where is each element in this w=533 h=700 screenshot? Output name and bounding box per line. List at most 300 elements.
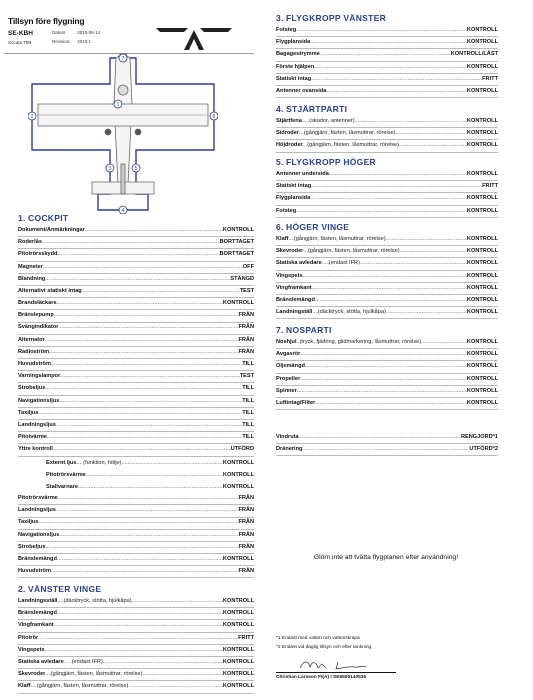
leader-dots bbox=[38, 408, 242, 419]
item-value: KONTROLL bbox=[466, 363, 498, 370]
item-note: (gångjärn, fästen, låsmuttrar, rörelse) bbox=[36, 683, 129, 690]
item-value: KONTROLL bbox=[222, 646, 254, 653]
leader-dots bbox=[82, 286, 240, 297]
item-value: KONTROLL bbox=[466, 399, 498, 406]
document-title: Tillsyn före flygning bbox=[8, 16, 85, 26]
leader-dots bbox=[399, 140, 467, 151]
item-label: Taxiljus bbox=[18, 519, 39, 526]
leader-dots bbox=[45, 645, 223, 656]
item-label: Vingspets bbox=[18, 646, 45, 653]
leader-dots bbox=[56, 505, 239, 516]
leader-dots bbox=[60, 371, 239, 382]
checklist-row bbox=[18, 347, 254, 359]
section-number: 5. bbox=[276, 157, 284, 167]
item-value: KONTROLL bbox=[466, 260, 498, 267]
item-label: Klaff bbox=[276, 235, 289, 242]
item-note: (endast IFR) bbox=[328, 260, 360, 267]
section-tail bbox=[276, 103, 498, 153]
item-value: FRÅN bbox=[238, 531, 254, 538]
checklist-row bbox=[18, 681, 254, 693]
item-label: Radioström bbox=[18, 348, 50, 355]
marker-5-label: 5 bbox=[134, 166, 138, 172]
leader-dots bbox=[312, 283, 467, 294]
item-label: Fotsteg bbox=[276, 26, 297, 33]
item-value: FRÅN bbox=[238, 495, 254, 502]
signature-caption bbox=[276, 675, 476, 680]
item-label: Navigationsljus bbox=[18, 531, 60, 538]
checklist-row bbox=[18, 518, 254, 530]
checklist-row bbox=[18, 420, 254, 432]
checklist-row bbox=[276, 74, 498, 86]
leader-dots bbox=[85, 225, 223, 236]
leader-dots bbox=[43, 262, 243, 273]
section-number: 2. bbox=[18, 584, 26, 594]
leader-dots bbox=[299, 432, 461, 443]
checklist-row bbox=[18, 298, 254, 310]
item-label: Strobeljus bbox=[18, 543, 46, 550]
leader-dots bbox=[64, 657, 72, 668]
leader-dots bbox=[315, 398, 467, 409]
item-label: Pitotrör bbox=[18, 634, 39, 641]
item-label: Roderlås bbox=[18, 239, 42, 246]
leader-dots bbox=[296, 25, 467, 36]
checklist-row bbox=[276, 271, 498, 283]
leader-dots bbox=[310, 37, 467, 48]
checklist-row bbox=[18, 657, 254, 669]
item-value: KONTROLL bbox=[466, 284, 498, 291]
item-label: Stjärtfena bbox=[276, 117, 302, 124]
item-label: Landningsställ bbox=[18, 597, 58, 604]
item-label: Bränslepump bbox=[18, 312, 54, 319]
item-value: TEST bbox=[239, 287, 254, 294]
item-value: FRÅN bbox=[238, 519, 254, 526]
signature-detail: FI(A) I SE6505140536 bbox=[318, 675, 367, 680]
checklist-row bbox=[18, 274, 254, 286]
leader-dots bbox=[57, 608, 223, 619]
checklist-row bbox=[18, 432, 254, 444]
item-label: Fotsteg bbox=[276, 207, 297, 214]
section-left-fuselage bbox=[276, 12, 498, 98]
item-label: Yttre kontroll bbox=[18, 446, 53, 453]
marker-7-label: 7 bbox=[121, 56, 125, 62]
item-value: KONTROLL bbox=[466, 375, 498, 382]
checklist-row bbox=[18, 620, 254, 632]
leader-dots bbox=[59, 530, 238, 541]
item-label: Landningsljus bbox=[18, 421, 56, 428]
checklist-row bbox=[18, 249, 254, 261]
checklist-row bbox=[18, 286, 254, 298]
item-label: Pitotrörsvärme bbox=[46, 471, 86, 478]
leader-dots bbox=[360, 258, 467, 269]
item-label: Oljemängd bbox=[276, 363, 305, 370]
leader-dots bbox=[49, 347, 238, 358]
checklist-row bbox=[276, 283, 498, 295]
checklist-row bbox=[276, 295, 498, 307]
leader-dots bbox=[322, 258, 329, 269]
section-nose bbox=[276, 324, 498, 410]
checklist-row bbox=[276, 62, 498, 74]
checklist-row bbox=[276, 432, 498, 444]
checklist-row bbox=[18, 457, 254, 469]
leader-dots bbox=[56, 420, 242, 431]
item-value: KONTROLL bbox=[466, 351, 498, 358]
leader-dots bbox=[38, 633, 238, 644]
checklist-row bbox=[276, 234, 498, 246]
item-value: FRÅN bbox=[238, 507, 254, 514]
checklist-row bbox=[276, 128, 498, 140]
leader-dots bbox=[142, 669, 222, 680]
item-label: Pitotrörsvärme bbox=[18, 495, 58, 502]
leader-dots bbox=[58, 493, 239, 504]
checklist-row bbox=[18, 444, 254, 456]
item-note: (funktion, hölje) bbox=[83, 459, 122, 466]
checklist-row bbox=[18, 359, 254, 371]
marker-1-label: 1 bbox=[116, 102, 120, 108]
leader-dots bbox=[76, 457, 83, 469]
item-value: KONTROLL bbox=[222, 471, 254, 478]
marker-2-label: 2 bbox=[30, 114, 34, 120]
item-label: Landningställ bbox=[276, 309, 313, 316]
checklist-row bbox=[276, 386, 498, 398]
signature-line bbox=[276, 672, 396, 673]
item-label: Blandning bbox=[18, 275, 46, 282]
item-value: KONTROLL/LÅST bbox=[450, 51, 498, 58]
checklist-row bbox=[276, 49, 498, 61]
item-value: KONTROLL bbox=[466, 117, 498, 124]
section-right-wing bbox=[276, 221, 498, 319]
item-value: KONTROLL bbox=[466, 26, 498, 33]
section-title bbox=[276, 103, 498, 116]
checklist-row bbox=[276, 25, 498, 37]
section-title-text: STJÄRTPARTI bbox=[286, 104, 348, 114]
checklist-row bbox=[18, 530, 254, 542]
leader-dots bbox=[311, 181, 482, 192]
item-label: Statiska avledare bbox=[18, 658, 64, 665]
item-label: Huvudström bbox=[18, 361, 51, 368]
section-cockpit bbox=[18, 212, 254, 578]
item-label: Svängindikator bbox=[18, 324, 59, 331]
leader-dots bbox=[121, 457, 222, 469]
leader-dots bbox=[400, 246, 467, 257]
aircraft-silhouette bbox=[38, 54, 208, 194]
date-line bbox=[52, 30, 100, 35]
item-label: Statiska avledare bbox=[276, 260, 322, 267]
leader-dots bbox=[53, 444, 231, 455]
leader-dots bbox=[329, 169, 467, 180]
item-value: TILL bbox=[242, 434, 254, 441]
item-label: Flygplansida bbox=[276, 39, 311, 46]
marker-2 bbox=[28, 112, 36, 120]
item-value: KONTROLL bbox=[466, 195, 498, 202]
item-note: (gångjärn, fästen, låsmuttrar, rörelse) bbox=[307, 248, 400, 255]
date-value: 2010-06-14 bbox=[77, 30, 101, 35]
item-label: Alternativt statiskt intag bbox=[18, 287, 82, 294]
item-label: Statiskt intag bbox=[276, 183, 312, 190]
checklist-row bbox=[18, 371, 254, 383]
leader-dots bbox=[302, 444, 469, 455]
marker-6 bbox=[210, 112, 218, 120]
item-value: FRÅN bbox=[238, 348, 254, 355]
extra-checks bbox=[276, 432, 498, 456]
item-value: TILL bbox=[242, 385, 254, 392]
item-note: (endast IFR) bbox=[71, 658, 103, 665]
checklist-row bbox=[18, 408, 254, 420]
item-value: UTFÖRD bbox=[230, 446, 254, 453]
item-label: Förste hjälpen bbox=[276, 63, 315, 70]
checklist-row bbox=[18, 566, 254, 578]
checklist-row bbox=[18, 469, 254, 481]
leader-dots bbox=[58, 323, 238, 334]
checklist-row bbox=[18, 323, 254, 335]
leader-dots bbox=[54, 620, 223, 631]
item-value: TEST bbox=[239, 373, 254, 380]
item-label: Brandsläckare bbox=[18, 300, 57, 307]
item-value: KONTROLL bbox=[466, 387, 498, 394]
item-value: KONTROLL bbox=[466, 130, 498, 137]
item-value: KONTROLL bbox=[466, 235, 498, 242]
item-label: Externt ljus bbox=[46, 459, 77, 466]
checklist-row bbox=[276, 337, 498, 349]
item-label: Höjdroder bbox=[276, 142, 303, 149]
item-label: Bränslemängd bbox=[18, 610, 57, 617]
item-label: Navigationsljus bbox=[18, 397, 60, 404]
section-title bbox=[18, 212, 254, 225]
item-value: KONTROLL bbox=[466, 142, 498, 149]
section-title-text: COCKPIT bbox=[28, 213, 69, 223]
leader-dots bbox=[42, 237, 220, 248]
item-note: (gångjärn, fästen, låsmuttrar, rörelse) bbox=[307, 142, 399, 149]
item-value: KONTROLL bbox=[466, 248, 498, 255]
checklist-row bbox=[18, 237, 254, 249]
leader-dots bbox=[57, 298, 223, 309]
checklist-row bbox=[18, 554, 254, 566]
aircraft-type: Socata TB9 bbox=[8, 40, 32, 45]
item-value: KONTROLL bbox=[466, 63, 498, 70]
checklist-row bbox=[276, 169, 498, 181]
item-label: Vingspets bbox=[276, 272, 303, 279]
item-label: Magneter bbox=[18, 263, 43, 270]
item-label: Sidroder bbox=[276, 130, 300, 137]
item-value: KONTROLL bbox=[222, 671, 254, 678]
leader-dots bbox=[45, 383, 242, 394]
leader-dots bbox=[303, 271, 467, 282]
item-value: TILL bbox=[242, 409, 254, 416]
item-label: Bränslemängd bbox=[276, 296, 315, 303]
leader-dots bbox=[302, 116, 309, 127]
checklist-row bbox=[18, 225, 254, 237]
item-note: (gångjärn, fästen, låsmuttrar, rörelse) bbox=[293, 235, 386, 242]
item-value: KONTROLL bbox=[222, 597, 254, 604]
leader-dots bbox=[57, 554, 223, 565]
section-title-text: HÖGER VINGE bbox=[286, 222, 350, 232]
section-number: 4. bbox=[276, 104, 284, 114]
footnote-1: *1 Endast med vatten och vattenskrapa bbox=[276, 636, 360, 641]
item-label: Alternator bbox=[18, 336, 45, 343]
item-value: OFF bbox=[242, 263, 254, 270]
leader-dots bbox=[45, 542, 238, 553]
item-value: FRITT bbox=[482, 183, 498, 190]
signature-name: Christian Larsson bbox=[276, 675, 317, 680]
item-value: KONTROLL bbox=[466, 39, 498, 46]
leader-dots bbox=[326, 86, 467, 97]
item-label: Bränslemängd bbox=[18, 556, 57, 563]
checklist-row bbox=[276, 181, 498, 193]
leader-dots bbox=[296, 206, 467, 217]
leader-dots bbox=[103, 657, 223, 668]
item-label: Strobeljus bbox=[18, 385, 46, 392]
item-value: STÄNGD bbox=[230, 275, 254, 282]
checklist-row bbox=[18, 542, 254, 554]
item-value: KONTROLL bbox=[222, 483, 254, 490]
leader-dots bbox=[315, 295, 467, 306]
footnote-2: *2 Endast vid daglig tillsyn och efter tankning bbox=[276, 645, 372, 650]
item-label: Vingframkant bbox=[276, 284, 312, 291]
section-title bbox=[276, 156, 498, 169]
leader-dots bbox=[386, 234, 467, 245]
item-value: KONTROLL bbox=[466, 207, 498, 214]
leader-dots bbox=[47, 432, 242, 443]
checklist-row bbox=[18, 262, 254, 274]
checklist-row bbox=[276, 193, 498, 205]
section-title-text: FLYGKROPP HÖGER bbox=[286, 157, 376, 167]
checklist-row bbox=[18, 493, 254, 505]
checklist-row bbox=[276, 398, 498, 410]
item-value: UTFÖRD*2 bbox=[469, 446, 498, 453]
item-label: Vingframkant bbox=[18, 622, 54, 629]
item-value: FRÅN bbox=[238, 568, 254, 575]
item-label: Pitotrörsskydd bbox=[18, 251, 58, 258]
item-note: (däcktryck, stötta, hjulkåpa) bbox=[63, 597, 132, 604]
section-number: 3. bbox=[276, 13, 284, 23]
section-title bbox=[276, 12, 498, 25]
item-label: Antenner ovansida bbox=[276, 87, 327, 94]
item-note: (gångjärn, fästen, låsmuttrar, rörelse) bbox=[303, 130, 396, 137]
item-note: (tryck, fjädring, glidmarkering, låsmuttrar, rörelse) bbox=[299, 338, 422, 345]
leader-dots bbox=[311, 74, 482, 85]
section-number: 1. bbox=[18, 213, 26, 223]
item-label: Luftintag/Filter bbox=[276, 399, 316, 406]
checklist-row bbox=[18, 669, 254, 681]
item-value: KONTROLL bbox=[466, 87, 498, 94]
item-value: KONTROLL bbox=[222, 300, 254, 307]
checklist-row bbox=[276, 349, 498, 361]
leader-dots bbox=[300, 374, 467, 385]
item-value: KONTROLL bbox=[222, 658, 254, 665]
revision-value: 2010:1 bbox=[77, 39, 92, 44]
checklist-row bbox=[276, 246, 498, 258]
checklist-row bbox=[276, 374, 498, 386]
checklist-row bbox=[18, 481, 254, 493]
checklist-row bbox=[276, 258, 498, 270]
item-label: Skevroder bbox=[276, 248, 304, 255]
leader-dots bbox=[355, 116, 467, 127]
section-number: 6. bbox=[276, 222, 284, 232]
item-value: KONTROLL bbox=[222, 459, 254, 466]
marker-7 bbox=[119, 54, 127, 62]
item-label: Avgasrör bbox=[276, 351, 301, 358]
checklist-row bbox=[18, 633, 254, 645]
section-number: 7. bbox=[276, 325, 284, 335]
checklist-row bbox=[18, 335, 254, 347]
item-label: Flygplansida bbox=[276, 195, 311, 202]
leader-dots bbox=[51, 566, 239, 577]
marker-5 bbox=[132, 164, 140, 172]
checklist-row bbox=[276, 116, 498, 128]
item-value: KONTROLL bbox=[466, 338, 498, 345]
leader-dots bbox=[320, 49, 451, 60]
item-label: Taxiljus bbox=[18, 409, 39, 416]
checklist-row bbox=[276, 37, 498, 49]
checklist-row bbox=[276, 140, 498, 152]
item-label: Bagageutrymme bbox=[276, 51, 320, 58]
item-label: Propeller bbox=[276, 375, 301, 382]
checklist-row bbox=[18, 396, 254, 408]
item-value: BORTTAGET bbox=[219, 239, 254, 246]
leader-dots bbox=[78, 481, 223, 493]
leader-dots bbox=[310, 193, 467, 204]
leader-dots bbox=[300, 349, 467, 360]
checklist-row bbox=[276, 86, 498, 98]
item-label: Antenner undersida bbox=[276, 170, 329, 177]
item-value: TILL bbox=[242, 397, 254, 404]
item-value: BORTTAGET bbox=[219, 251, 254, 258]
leader-dots bbox=[45, 335, 239, 346]
handwritten-signature bbox=[294, 658, 414, 672]
item-value: KONTROLL bbox=[222, 683, 254, 690]
checklist-row bbox=[276, 307, 498, 319]
checklist-row bbox=[276, 444, 498, 456]
leader-dots bbox=[132, 596, 223, 607]
item-value: FRITT bbox=[482, 75, 498, 82]
section-left-wing bbox=[18, 583, 254, 694]
leader-dots bbox=[45, 274, 230, 285]
item-label: Vindruta bbox=[276, 433, 299, 440]
aircraft-registration: SE-KBH bbox=[8, 30, 33, 37]
section-title-text: FLYGKROPP VÄNSTER bbox=[286, 13, 387, 23]
marker-1 bbox=[114, 100, 122, 108]
leader-dots bbox=[57, 249, 219, 260]
item-note: (gångjärn, fästen, låsmuttrar, rörelse) bbox=[50, 671, 143, 678]
leader-dots bbox=[54, 310, 239, 321]
item-label: Dokument/Anmärkningar bbox=[18, 226, 85, 233]
item-value: KONTROLL bbox=[222, 610, 254, 617]
leader-dots bbox=[86, 469, 223, 481]
item-value: FRÅN bbox=[238, 324, 254, 331]
item-value: KONTROLL bbox=[222, 556, 254, 563]
checklist-row bbox=[18, 310, 254, 322]
marker-4-label: 4 bbox=[121, 208, 125, 214]
checklist-row bbox=[18, 645, 254, 657]
leader-dots bbox=[128, 681, 223, 692]
section-title-text: NOSPARTI bbox=[286, 325, 332, 335]
item-value: KONTROLL bbox=[466, 272, 498, 279]
checklist-row bbox=[276, 206, 498, 218]
marker-6-label: 6 bbox=[212, 114, 216, 120]
item-value: RENGJORD*1 bbox=[461, 433, 498, 440]
item-label: Statiskt intag bbox=[276, 75, 312, 82]
item-label: Noshjul bbox=[276, 338, 297, 345]
item-label: Varningslampor bbox=[18, 373, 61, 380]
item-label: Stallvarnare bbox=[46, 483, 79, 490]
leader-dots bbox=[421, 337, 467, 348]
item-label: Huvudström bbox=[18, 568, 51, 575]
checklist-row bbox=[18, 596, 254, 608]
date-label: Datum: bbox=[52, 30, 67, 35]
item-value: TILL bbox=[242, 421, 254, 428]
item-value: KONTROLL bbox=[222, 622, 254, 629]
marker-3 bbox=[106, 164, 114, 172]
checklist-row bbox=[18, 505, 254, 517]
